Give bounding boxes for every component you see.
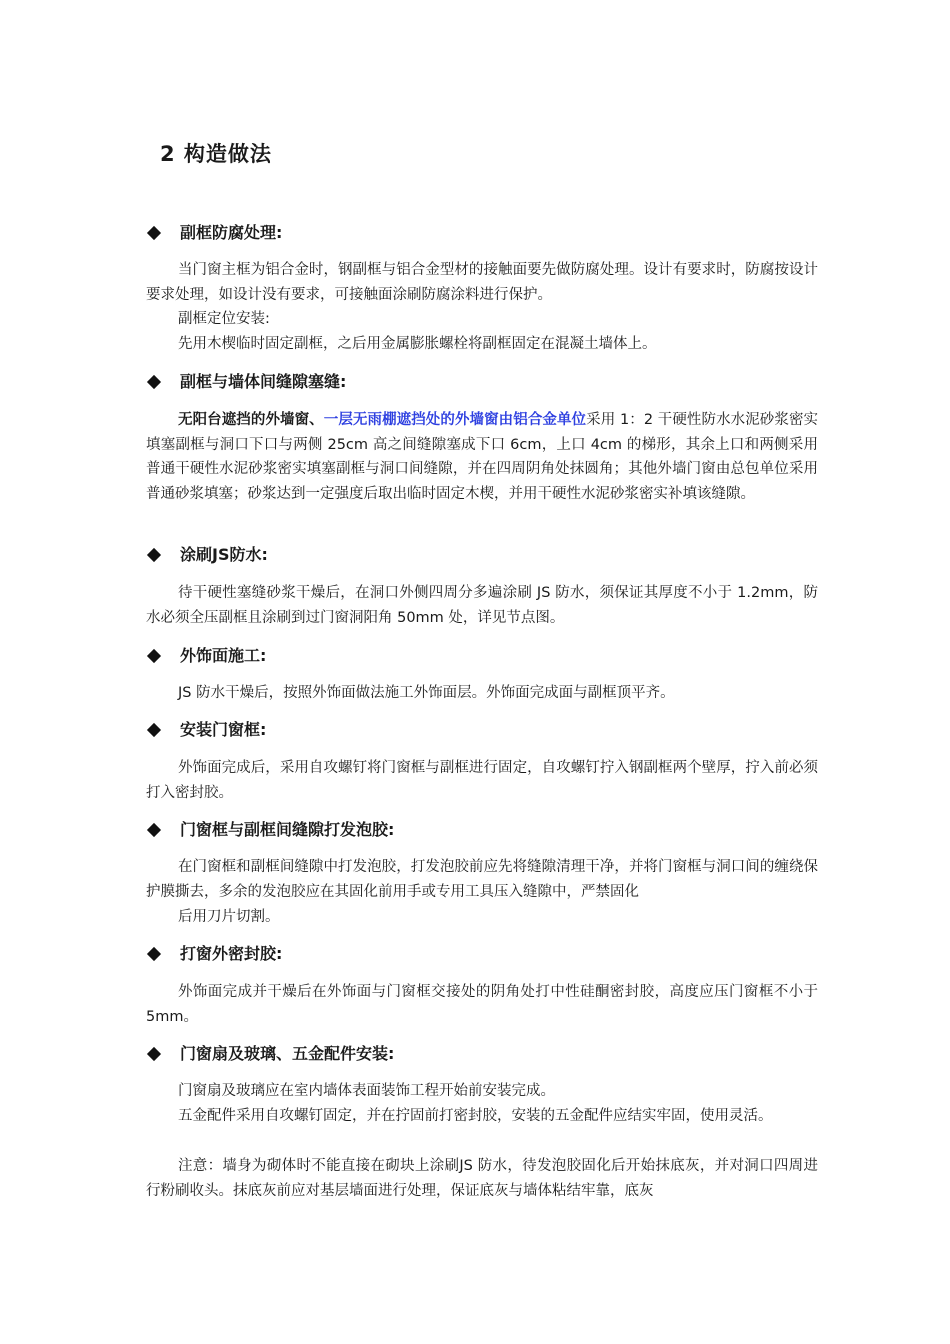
bullet-diamond-icon: [147, 947, 161, 961]
section-heading-exterior-finish: [146, 645, 266, 667]
paragraph: JS 防水干燥后，按照外饰面做法施工外饰面层。外饰面完成面与副框顶平齐。: [178, 685, 675, 701]
section-heading-install-frame: [146, 719, 266, 741]
paragraph: 后用刀片切割。: [178, 909, 280, 925]
bullet-diamond-icon: [147, 548, 161, 562]
bullet-diamond-icon: [147, 226, 161, 240]
section-heading-text: 外饰面施工:: [180, 646, 267, 665]
section-heading-exterior-sealant: [146, 943, 282, 965]
paragraph-rest-text: 采用 1：2 干硬性防水水泥砂浆密实填塞副框与洞口下口与两侧 25cm 高之间缝隙塞成下口 6cm，上口 4cm 的梯形，其余上口和两侧采用普通干硬性水泥砂浆密实填塞副框与洞口间缝隙，并在四周阴角处抹圆角；其他外墙门窗由总包单位采用普通砂浆填塞；砂浆达到一定强度后取出临时固定木楔，并用干硬性水泥砂浆密实补填该缝隙。: [146, 412, 819, 502]
bold-lead-text: 无阳台遮挡的外墙窗、: [178, 412, 324, 428]
section-heading-text: 副框与墙体间缝隙塞缝:: [180, 372, 347, 391]
paragraph: 门窗扇及玻璃应在室内墙体表面装饰工程开始前安装完成。: [178, 1083, 555, 1099]
paragraph: 在门窗框和副框间缝隙中打发泡胶，打发泡胶前应先将缝隙清理干净，并将门窗框与洞口间的缠绕保护膜撕去，多余的发泡胶应在其固化前用手或专用工具压入缝隙中，严禁固化: [146, 859, 818, 900]
paragraph: 先用木楔临时固定副框，之后用金属膨胀螺栓将副框固定在混凝土墙体上。: [178, 336, 657, 352]
bullet-diamond-icon: [147, 723, 161, 737]
section-heading-text: 安装门窗框:: [180, 720, 267, 739]
paragraph: 当门窗主框为铝合金时，钢副框与铝合金型材的接触面要先做防腐处理。设计有要求时，防腐按设计要求处理，如设计没有要求，可接触面涂刷防腐涂料进行保护。: [146, 262, 818, 303]
section-heading-text: 涂刷JS防水:: [180, 545, 268, 564]
bullet-diamond-icon: [147, 375, 161, 389]
bullet-diamond-icon: [147, 1047, 161, 1061]
paragraph: 五金配件采用自攻螺钉固定，并在拧固前打密封胶，安装的五金配件应结实牢固，使用灵活。: [178, 1108, 773, 1124]
section-heading-js-waterproofing: [146, 544, 268, 566]
section-heading-text: 打窗外密封胶:: [180, 944, 283, 963]
page-title: 2 构造做法: [160, 142, 272, 166]
blue-highlight-text: 一层无雨棚遮挡处的外墙窗由铝合金单位: [323, 412, 587, 428]
section-heading-subframe-anticorrosion: [146, 222, 282, 244]
section-heading-text: 副框防腐处理:: [180, 223, 283, 242]
section-heading-text: 门窗扇及玻璃、五金配件安装:: [180, 1044, 395, 1063]
section-heading-foam-gap: [146, 819, 394, 841]
paragraph: 副框定位安装:: [178, 311, 270, 327]
paragraph: 注意：墙身为砌体时不能直接在砌块上涂刷JS 防水，待发泡胶固化后开始抹底灰，并对洞口四周进行粉刷收头。抹底灰前应对基层墙面进行处理，保证底灰与墙体粘结牢靠，底灰: [146, 1158, 818, 1199]
section-heading-gap-filling: [146, 371, 346, 393]
paragraph: 外饰面完成后，采用自攻螺钉将门窗框与副框进行固定，自攻螺钉拧入钢副框两个壁厚，拧入前必须打入密封胶。: [146, 760, 818, 801]
section-heading-sash-glass-hardware: [146, 1043, 394, 1065]
bullet-diamond-icon: [147, 649, 161, 663]
section-heading-text: 门窗框与副框间缝隙打发泡胶:: [180, 820, 395, 839]
paragraph-gap-filling: [146, 408, 818, 506]
paragraph: 待干硬性塞缝砂浆干燥后，在洞口外侧四周分多遍涂刷 JS 防水，须保证其厚度不小于 1.2mm，防水必须全压副框且涂刷到过门窗洞阳角 50mm 处，详见节点图。: [146, 585, 818, 626]
paragraph: 外饰面完成并干燥后在外饰面与门窗框交接处的阴角处打中性硅酮密封胶，高度应压门窗框不小于 5mm。: [146, 984, 818, 1025]
bullet-diamond-icon: [147, 823, 161, 837]
